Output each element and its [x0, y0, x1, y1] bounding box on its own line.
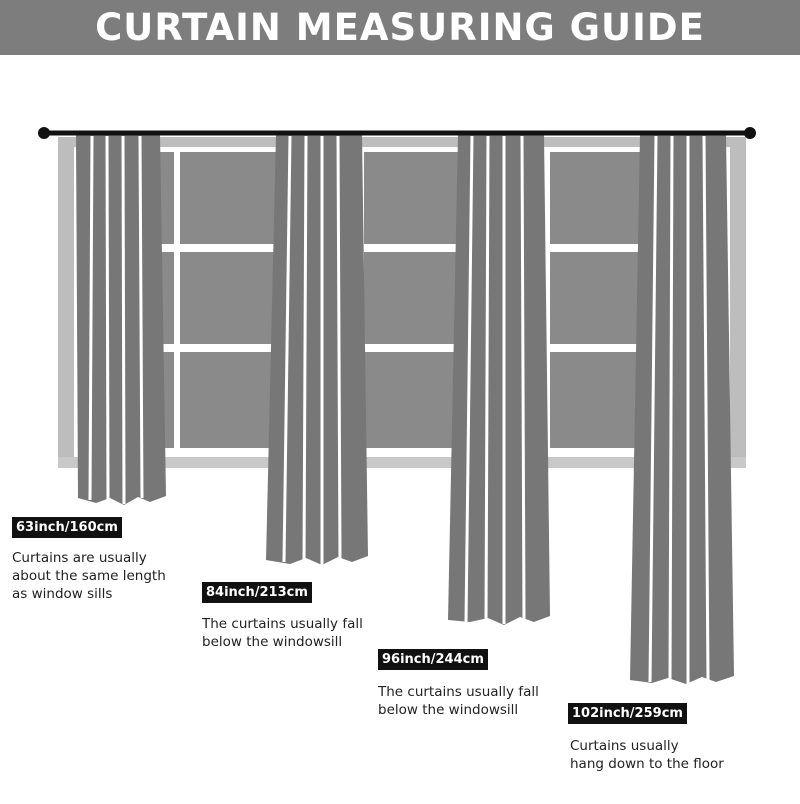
page-title: CURTAIN MEASURING GUIDE — [95, 6, 705, 49]
window-pane — [180, 152, 272, 244]
curtain-panel-102 — [630, 134, 734, 684]
curtain-panel-84 — [266, 134, 368, 565]
window-pane — [364, 252, 456, 344]
desc-line: hang down to the floor — [570, 756, 724, 772]
rod-finial-right — [744, 127, 756, 139]
description-102 — [570, 737, 724, 773]
size-badge-84: 84inch/213cm — [202, 582, 312, 603]
size-badge-102: 102inch/259cm — [568, 703, 687, 724]
window-pane — [364, 352, 456, 448]
desc-line: below the windowsill — [378, 702, 519, 718]
desc-line: Curtains usually — [570, 738, 679, 754]
window-pane — [550, 352, 642, 448]
size-badge-96: 96inch/244cm — [378, 649, 488, 670]
window-pane — [364, 152, 456, 244]
rod-finial-left — [38, 127, 50, 139]
desc-line: Curtains are usually — [12, 550, 147, 566]
desc-line: The curtains usually fall — [202, 616, 363, 632]
desc-line: as window sills — [12, 586, 113, 602]
window-pane — [180, 252, 272, 344]
window-pane — [180, 352, 272, 448]
desc-line: about the same length — [12, 568, 166, 584]
curtain-panel-63 — [76, 134, 166, 505]
description-84 — [202, 615, 363, 651]
window-pane — [550, 152, 642, 244]
description-63 — [12, 549, 166, 603]
desc-line: The curtains usually fall — [378, 684, 539, 700]
description-96 — [378, 683, 539, 719]
curtain-panel-96 — [448, 134, 550, 625]
window-pane — [550, 252, 642, 344]
size-badge-63: 63inch/160cm — [12, 517, 122, 538]
desc-line: below the windowsill — [202, 634, 343, 650]
